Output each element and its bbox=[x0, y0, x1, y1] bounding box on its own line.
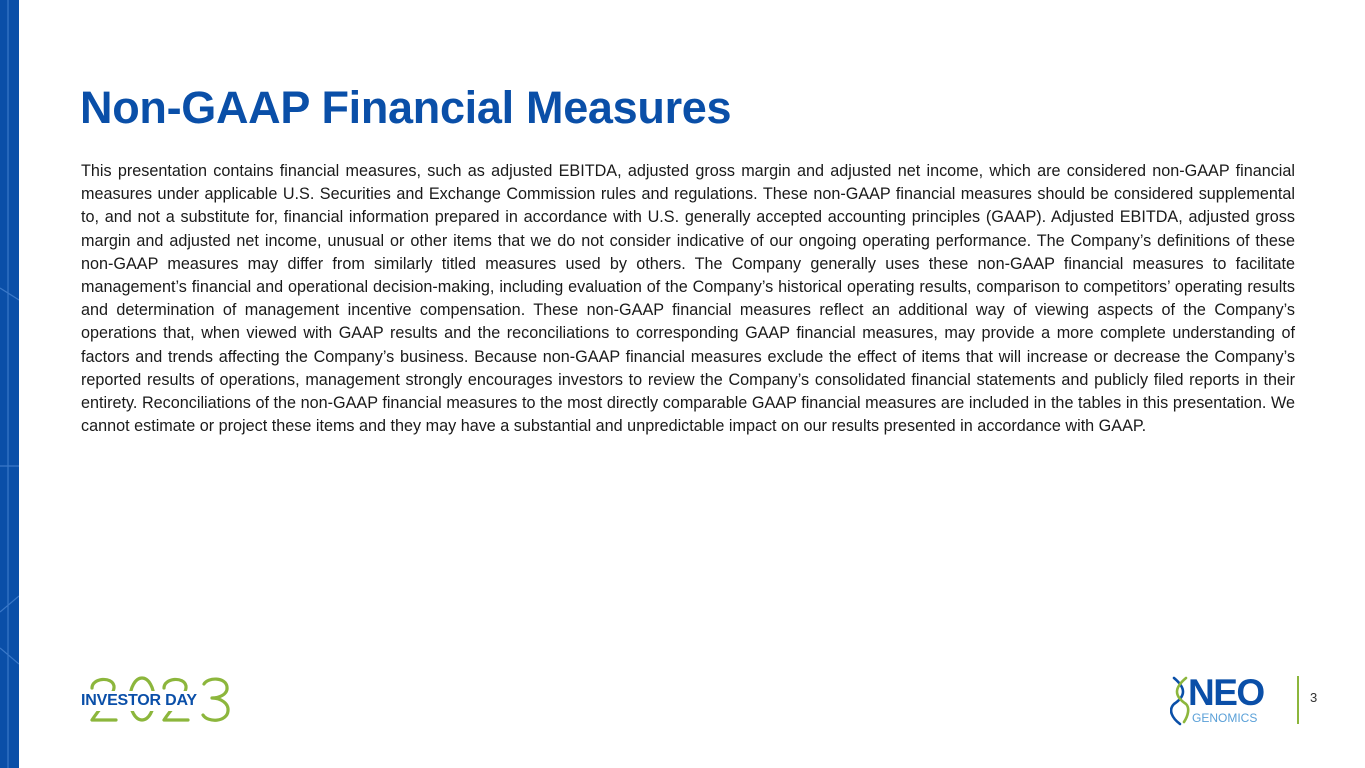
company-name: NEO bbox=[1188, 672, 1264, 713]
dna-helix-icon bbox=[1170, 676, 1190, 726]
page-title: Non-GAAP Financial Measures bbox=[80, 82, 732, 133]
disclaimer-paragraph: This presentation contains financial measures, such as adjusted EBITDA, adjusted gross margin and adjusted net income, which are considered non-GAAP financial measures under applicable U.S. Securities and Exchange Commission rules and regulations. These non-GAAP financial measures should be considered supplemental to, and not a substitute for, financial information prepared in accordance with U.S. generally accepted accounting principles (GAAP). Adjusted EBITDA, adjusted gross margin and adjusted net income, unusual or other items that we do not consider indicative of our ongoing operating performance. The Company’s definitions of these non-GAAP measures may differ from similarly titled measures used by others. The Company generally uses these non-GAAP financial measures to facilitate management’s financial and operational decision-making, including evaluation of the Company’s historical operating results, comparison to competitors’ operating results and determination of management incentive compensation. These non-GAAP financial measures reflect an additional way of viewing aspects of the Company’s operations that, when viewed with GAAP results and the reconciliations to corresponding GAAP financial measures, may provide a more complete understanding of factors and trends affecting the Company’s business. Because non-GAAP financial measures exclude the effect of items that will increase or decrease the Company’s reported results of operations, management strongly encourages investors to review the Company’s consolidated financial statements and publicly filed reports in their entirety. Reconciliations of the non-GAAP financial measures to the most directly comparable GAAP financial measures are included in the tables in this presentation. We cannot estimate or project these items and they may have a substantial and unpredictable impact on our results presented in accordance with GAAP. bbox=[81, 162, 1295, 436]
neogenomics-logo bbox=[1170, 672, 1282, 726]
investor-day-logo bbox=[80, 674, 232, 726]
left-accent-bar bbox=[0, 0, 19, 768]
company-subname: GENOMICS bbox=[1192, 711, 1258, 725]
circuit-lines-decoration bbox=[0, 0, 19, 768]
footer-divider bbox=[1297, 676, 1299, 724]
page-number: 3 bbox=[1310, 690, 1318, 705]
event-title: INVESTOR DAY bbox=[81, 692, 197, 709]
